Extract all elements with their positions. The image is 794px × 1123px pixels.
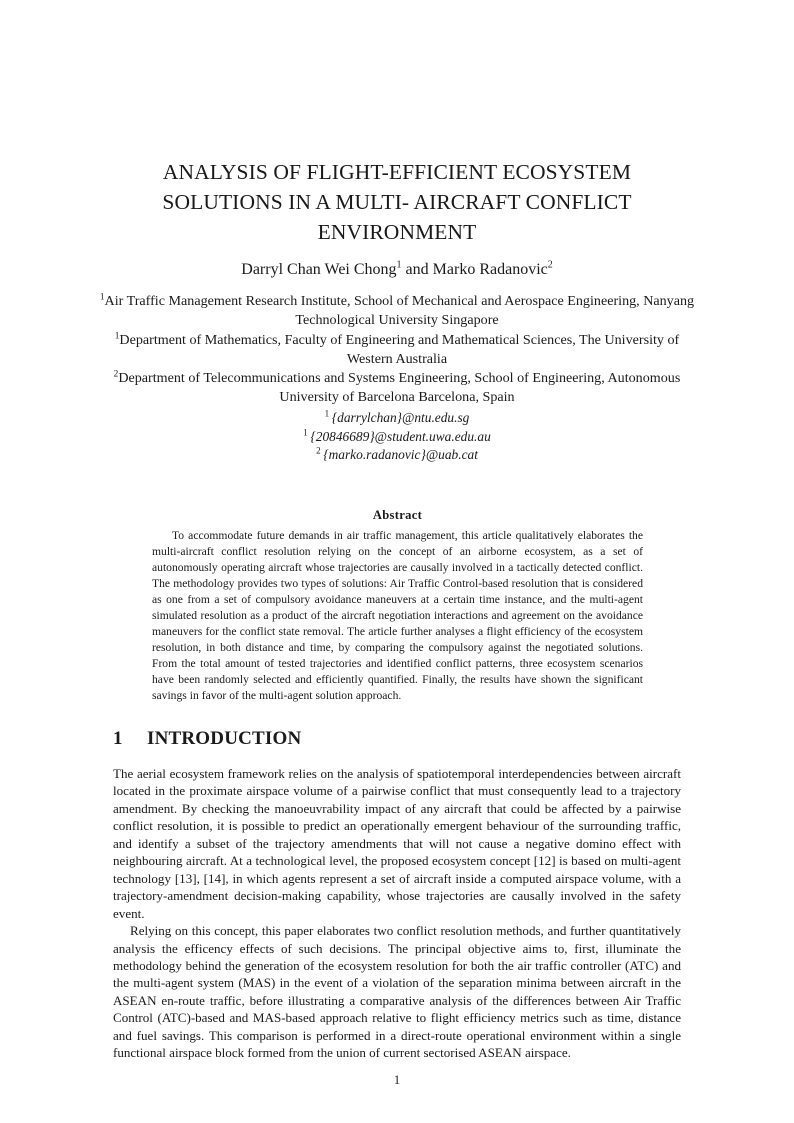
affiliation-text: Department of Telecommunications and Systems Engineering, School of Engineering, Autonomous University of Barcelona Barcelona, Spain	[118, 370, 681, 406]
author-first-affiliation-marker: 1	[396, 259, 402, 271]
affiliation-marker: 2	[113, 369, 119, 380]
author-list	[113, 259, 681, 281]
affiliation-item	[93, 369, 701, 408]
author-second-affiliation-marker: 2	[547, 259, 553, 271]
email-text[interactable]: {marko.radanovic}@uab.cat	[323, 447, 478, 463]
introduction-body	[113, 765, 681, 1062]
abstract-heading: Abstract	[372, 508, 423, 522]
affiliation-list	[93, 292, 701, 408]
section-title: INTRODUCTION	[147, 728, 302, 749]
title-line-2: SOLUTIONS IN A MULTI- AIRCRAFT CONFLICT	[162, 190, 632, 214]
paragraph: The aerial ecosystem framework relies on the analysis of spatiotemporal interdependencies between aircraft located in the proximate airspace volume of a pairwise conflict that must consequently lead to a trajectory amendment. By checking the manoeuvrability impact of any aircraft that could be affected by a pairwise conflict resolution, it is possible to predict an operationally emergent behaviour of the surrounding traffic, and identify a subset of the trajectory amendments that will not cause a negative domino effect with neighbouring aircraft. At a technological level, the proposed ecosystem concept [12] is based on multi-agent technology [13], [14], in which agents represent a set of aircraft inside a computed airspace volume, with a trajectory-amendment decision-making capability, whose trajectories are causally involved in the safety event.	[113, 766, 681, 921]
section-heading-introduction	[113, 728, 681, 750]
title-line-3: ENVIRONMENT	[317, 220, 477, 244]
email-marker: 1	[303, 427, 308, 438]
affiliation-text: Air Traffic Management Research Institute, School of Mechanical and Aerospace Engineering, Nanyang Technological University Singapore	[104, 293, 695, 329]
email-marker: 1	[324, 408, 330, 419]
email-marker: 2	[316, 445, 321, 456]
section-number: 1	[113, 728, 123, 749]
affiliation-item	[93, 331, 701, 370]
affiliation-marker: 1	[114, 330, 120, 341]
abstract-body: To accommodate future demands in air traffic management, this article qualitatively elaborates the multi-aircraft conflict resolution relying on the concept of an airborne ecosystem, as a set of autonomously operating aircraft whose trajectories are causally involved in a tactically detected conflict. The methodology provides two types of solutions: Air Traffic Control-based resolution that is considered as one from a set of compulsory avoidance maneuvers at a certain time instance, and the multi-agent simulated resolution as a product of the aircraft negotiation interactions and agreement on the avoidance maneuvers for the conflict state removal. The article further analyses a flight efficiency of the ecosystem resolution, in both distance and time, by comparing the compulsory against the negotiated solutions. From the total amount of tested trajectories and identified conflict patterns, three ecosystem scenarios have been randomly selected and efficiently quantified. Finally, the results have shown the significant savings in favor of the multi-agent solution approach.	[152, 529, 643, 703]
paragraph: Relying on this concept, this paper elaborates two conflict resolution methods, and further quantitatively analysis the efficency effects of such decisions. The principal objective aims to, first, illuminate the methodology behind the generation of the ecosystem resolution for both the air traffic controller (ATC) and the multi-agent system (MAS) in the event of a violation of the separation minima between aircraft in the ASEAN en-route traffic, before illustrating a comparative analysis of the differences between Air Traffic Control (ATC)-based and MAS-based approach relative to flight efficiency metrics such as time, distance and fuel savings. This comparison is performed in a direct-route operational environment within a single functional airspace block formed from the union of current sectorised ASEAN airspace.	[113, 923, 681, 1061]
affiliation-item	[93, 292, 701, 331]
affiliation-text: Department of Mathematics, Faculty of Engineering and Mathematical Sciences, The University of Western Australia	[119, 331, 680, 367]
email-text[interactable]: {20846689}@student.uwa.edu.au	[310, 428, 491, 444]
page-title	[113, 157, 681, 247]
title-line-1: ANALYSIS OF FLIGHT-EFFICIENT ECOSYSTEM	[162, 160, 632, 184]
affiliation-marker: 1	[99, 292, 105, 303]
email-text[interactable]: {darrylchan}@ntu.edu.sg	[331, 410, 470, 425]
email-item	[113, 446, 681, 465]
author-first-name: Darryl Chan Wei Chong	[241, 261, 397, 278]
author-second-name: Marko Radanovic	[432, 261, 548, 278]
page-number: 1	[393, 1073, 401, 1087]
author-conjunction: and	[401, 261, 433, 278]
email-item	[113, 428, 681, 447]
email-item	[113, 409, 681, 428]
email-list	[113, 409, 681, 465]
